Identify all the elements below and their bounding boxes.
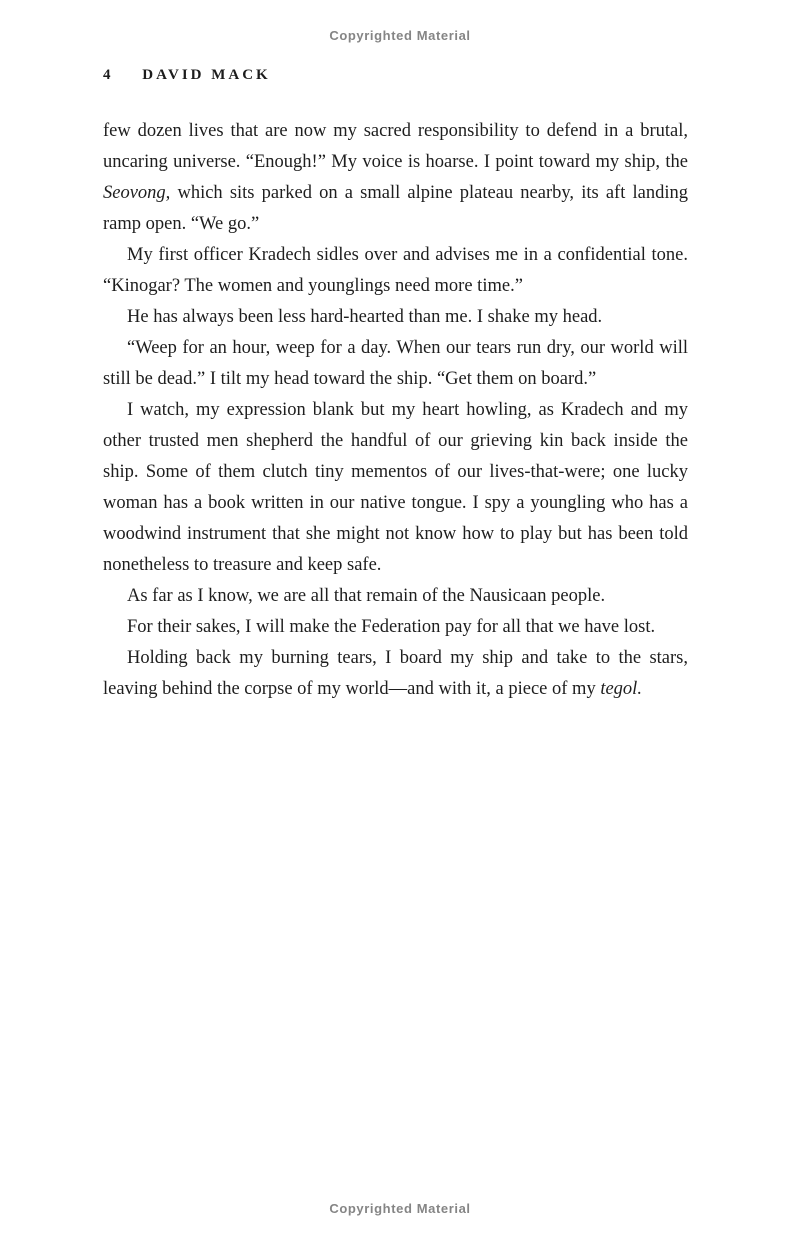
- text-segment: few dozen lives that are now my sacred responsibility to defend in a brutal, uncaring universe. “Enough!” My voice is hoarse. I point toward my ship, the: [103, 121, 688, 172]
- paragraph: [103, 395, 688, 581]
- author-name: DAVID MACK: [142, 67, 271, 83]
- text-segment: For their sakes, I will make the Federation pay for all that we have lost.: [127, 617, 656, 637]
- paragraph: [103, 240, 688, 302]
- paragraph: [103, 116, 688, 240]
- copyright-notice-bottom: Copyrighted Material: [329, 1201, 471, 1216]
- text-segment: Holding back my burning tears, I board my ship and take to the stars, leaving behind the corpse of my world—and with it, a piece of my: [103, 648, 688, 699]
- paragraph: [103, 302, 688, 333]
- paragraph: [103, 612, 688, 643]
- running-header: [103, 67, 688, 84]
- body-text: [103, 116, 688, 705]
- copyright-notice-top: Copyrighted Material: [329, 28, 471, 43]
- italic-text: tegol.: [600, 679, 642, 699]
- paragraph: [103, 581, 688, 612]
- text-segment: I watch, my expression blank but my heart howling, as Kradech and my other trusted men shepherd the handful of our grieving kin back inside the ship. Some of them clutch tiny mementos of our lives-that-were; one lucky woman has a book written in our native tongue. I spy a youngling who has a woodwind instrument that she might not know how to play but has been told nonetheless to treasure and keep safe.: [103, 400, 688, 575]
- paragraph: [103, 643, 688, 705]
- text-segment: He has always been less hard-hearted than me. I shake my head.: [127, 307, 603, 327]
- text-segment: My first officer Kradech sidles over and advises me in a confidential tone. “Kinogar? The women and younglings need more time.”: [103, 245, 688, 296]
- paragraph: [103, 333, 688, 395]
- italic-text: Seovong,: [103, 183, 171, 203]
- text-segment: which sits parked on a small alpine plateau nearby, its aft landing ramp open. “We go.”: [103, 183, 688, 234]
- page-number: 4: [103, 67, 112, 83]
- text-segment: “Weep for an hour, weep for a day. When our tears run dry, our world will still be dead.” I tilt my head toward the ship. “Get them on board.”: [103, 338, 688, 389]
- text-segment: As far as I know, we are all that remain of the Nausicaan people.: [127, 586, 606, 606]
